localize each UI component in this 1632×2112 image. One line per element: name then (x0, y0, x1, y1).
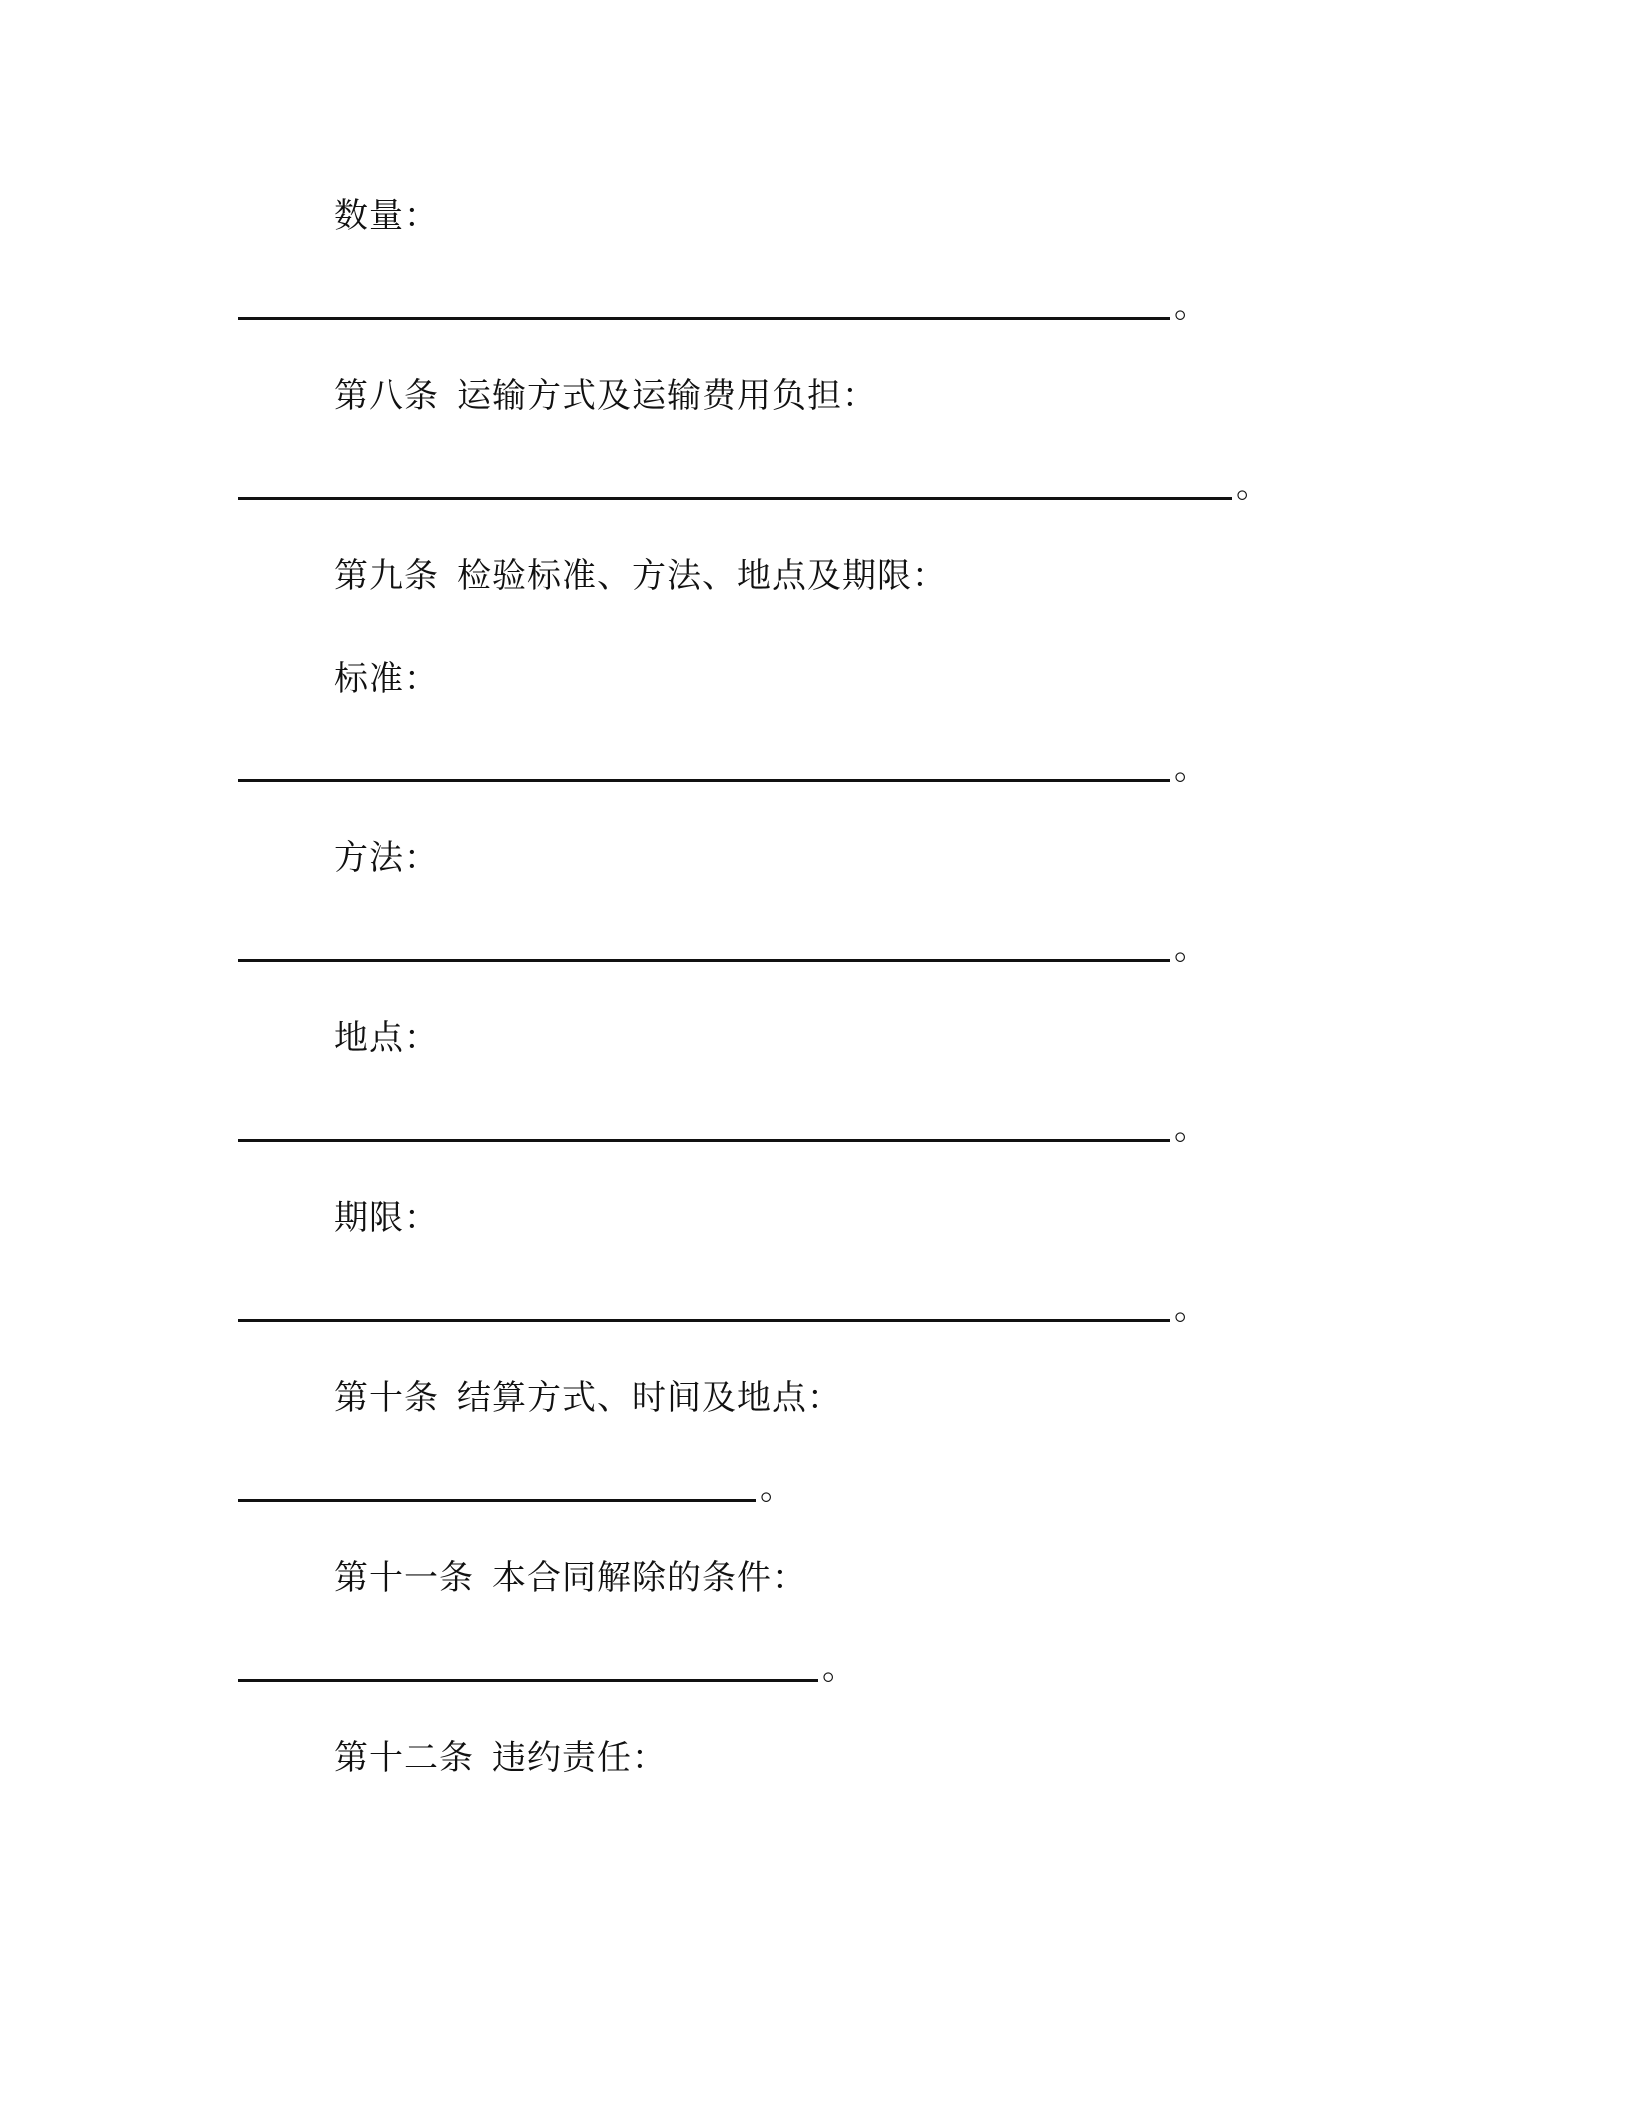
period: 。 (1174, 1288, 1208, 1328)
article-11-heading (334, 1558, 807, 1598)
standard-label-text: 标准： (334, 659, 439, 699)
period: 。 (822, 1648, 856, 1688)
method-label-text: 方法： (334, 838, 439, 878)
method-label (334, 838, 439, 878)
article-number: 第十条 (334, 1378, 439, 1418)
deadline-blank[interactable] (238, 1288, 1208, 1328)
period: 。 (1236, 466, 1270, 506)
deadline-label (334, 1198, 439, 1238)
location-blank[interactable] (238, 1108, 1208, 1148)
method-blank[interactable] (238, 928, 1208, 968)
deadline-label-text: 期限： (334, 1198, 439, 1238)
period: 。 (1174, 286, 1208, 326)
fill-in-underline[interactable] (238, 779, 1170, 782)
settlement-blank[interactable] (238, 1468, 794, 1508)
article-9-heading (334, 556, 947, 596)
article-number: 第十一条 (334, 1558, 474, 1598)
standard-blank[interactable] (238, 748, 1208, 788)
fill-in-underline[interactable] (238, 1499, 756, 1502)
quantity-label (334, 196, 439, 236)
article-title: 结算方式、时间及地点： (457, 1378, 842, 1418)
quantity-blank[interactable] (238, 286, 1208, 326)
period: 。 (1174, 928, 1208, 968)
article-10-heading (334, 1378, 842, 1418)
fill-in-underline[interactable] (238, 959, 1170, 962)
period: 。 (1174, 748, 1208, 788)
quantity-label-text: 数量： (334, 196, 439, 236)
period: 。 (1174, 1108, 1208, 1148)
article-12-heading (334, 1738, 667, 1778)
fill-in-underline[interactable] (238, 1679, 818, 1682)
location-label (334, 1018, 439, 1058)
article-title: 检验标准、方法、地点及期限： (457, 556, 947, 596)
article-title: 违约责任： (492, 1738, 667, 1778)
article-8-heading (334, 376, 877, 416)
article-number: 第九条 (334, 556, 439, 596)
fill-in-underline[interactable] (238, 317, 1170, 320)
article-number: 第十二条 (334, 1738, 474, 1778)
standard-label (334, 659, 439, 699)
transport-blank[interactable] (238, 466, 1270, 506)
fill-in-underline[interactable] (238, 497, 1232, 500)
termination-blank[interactable] (238, 1648, 856, 1688)
article-number: 第八条 (334, 376, 439, 416)
article-title: 运输方式及运输费用负担： (457, 376, 877, 416)
fill-in-underline[interactable] (238, 1319, 1170, 1322)
fill-in-underline[interactable] (238, 1139, 1170, 1142)
article-title: 本合同解除的条件： (492, 1558, 807, 1598)
location-label-text: 地点： (334, 1018, 439, 1058)
period: 。 (760, 1468, 794, 1508)
